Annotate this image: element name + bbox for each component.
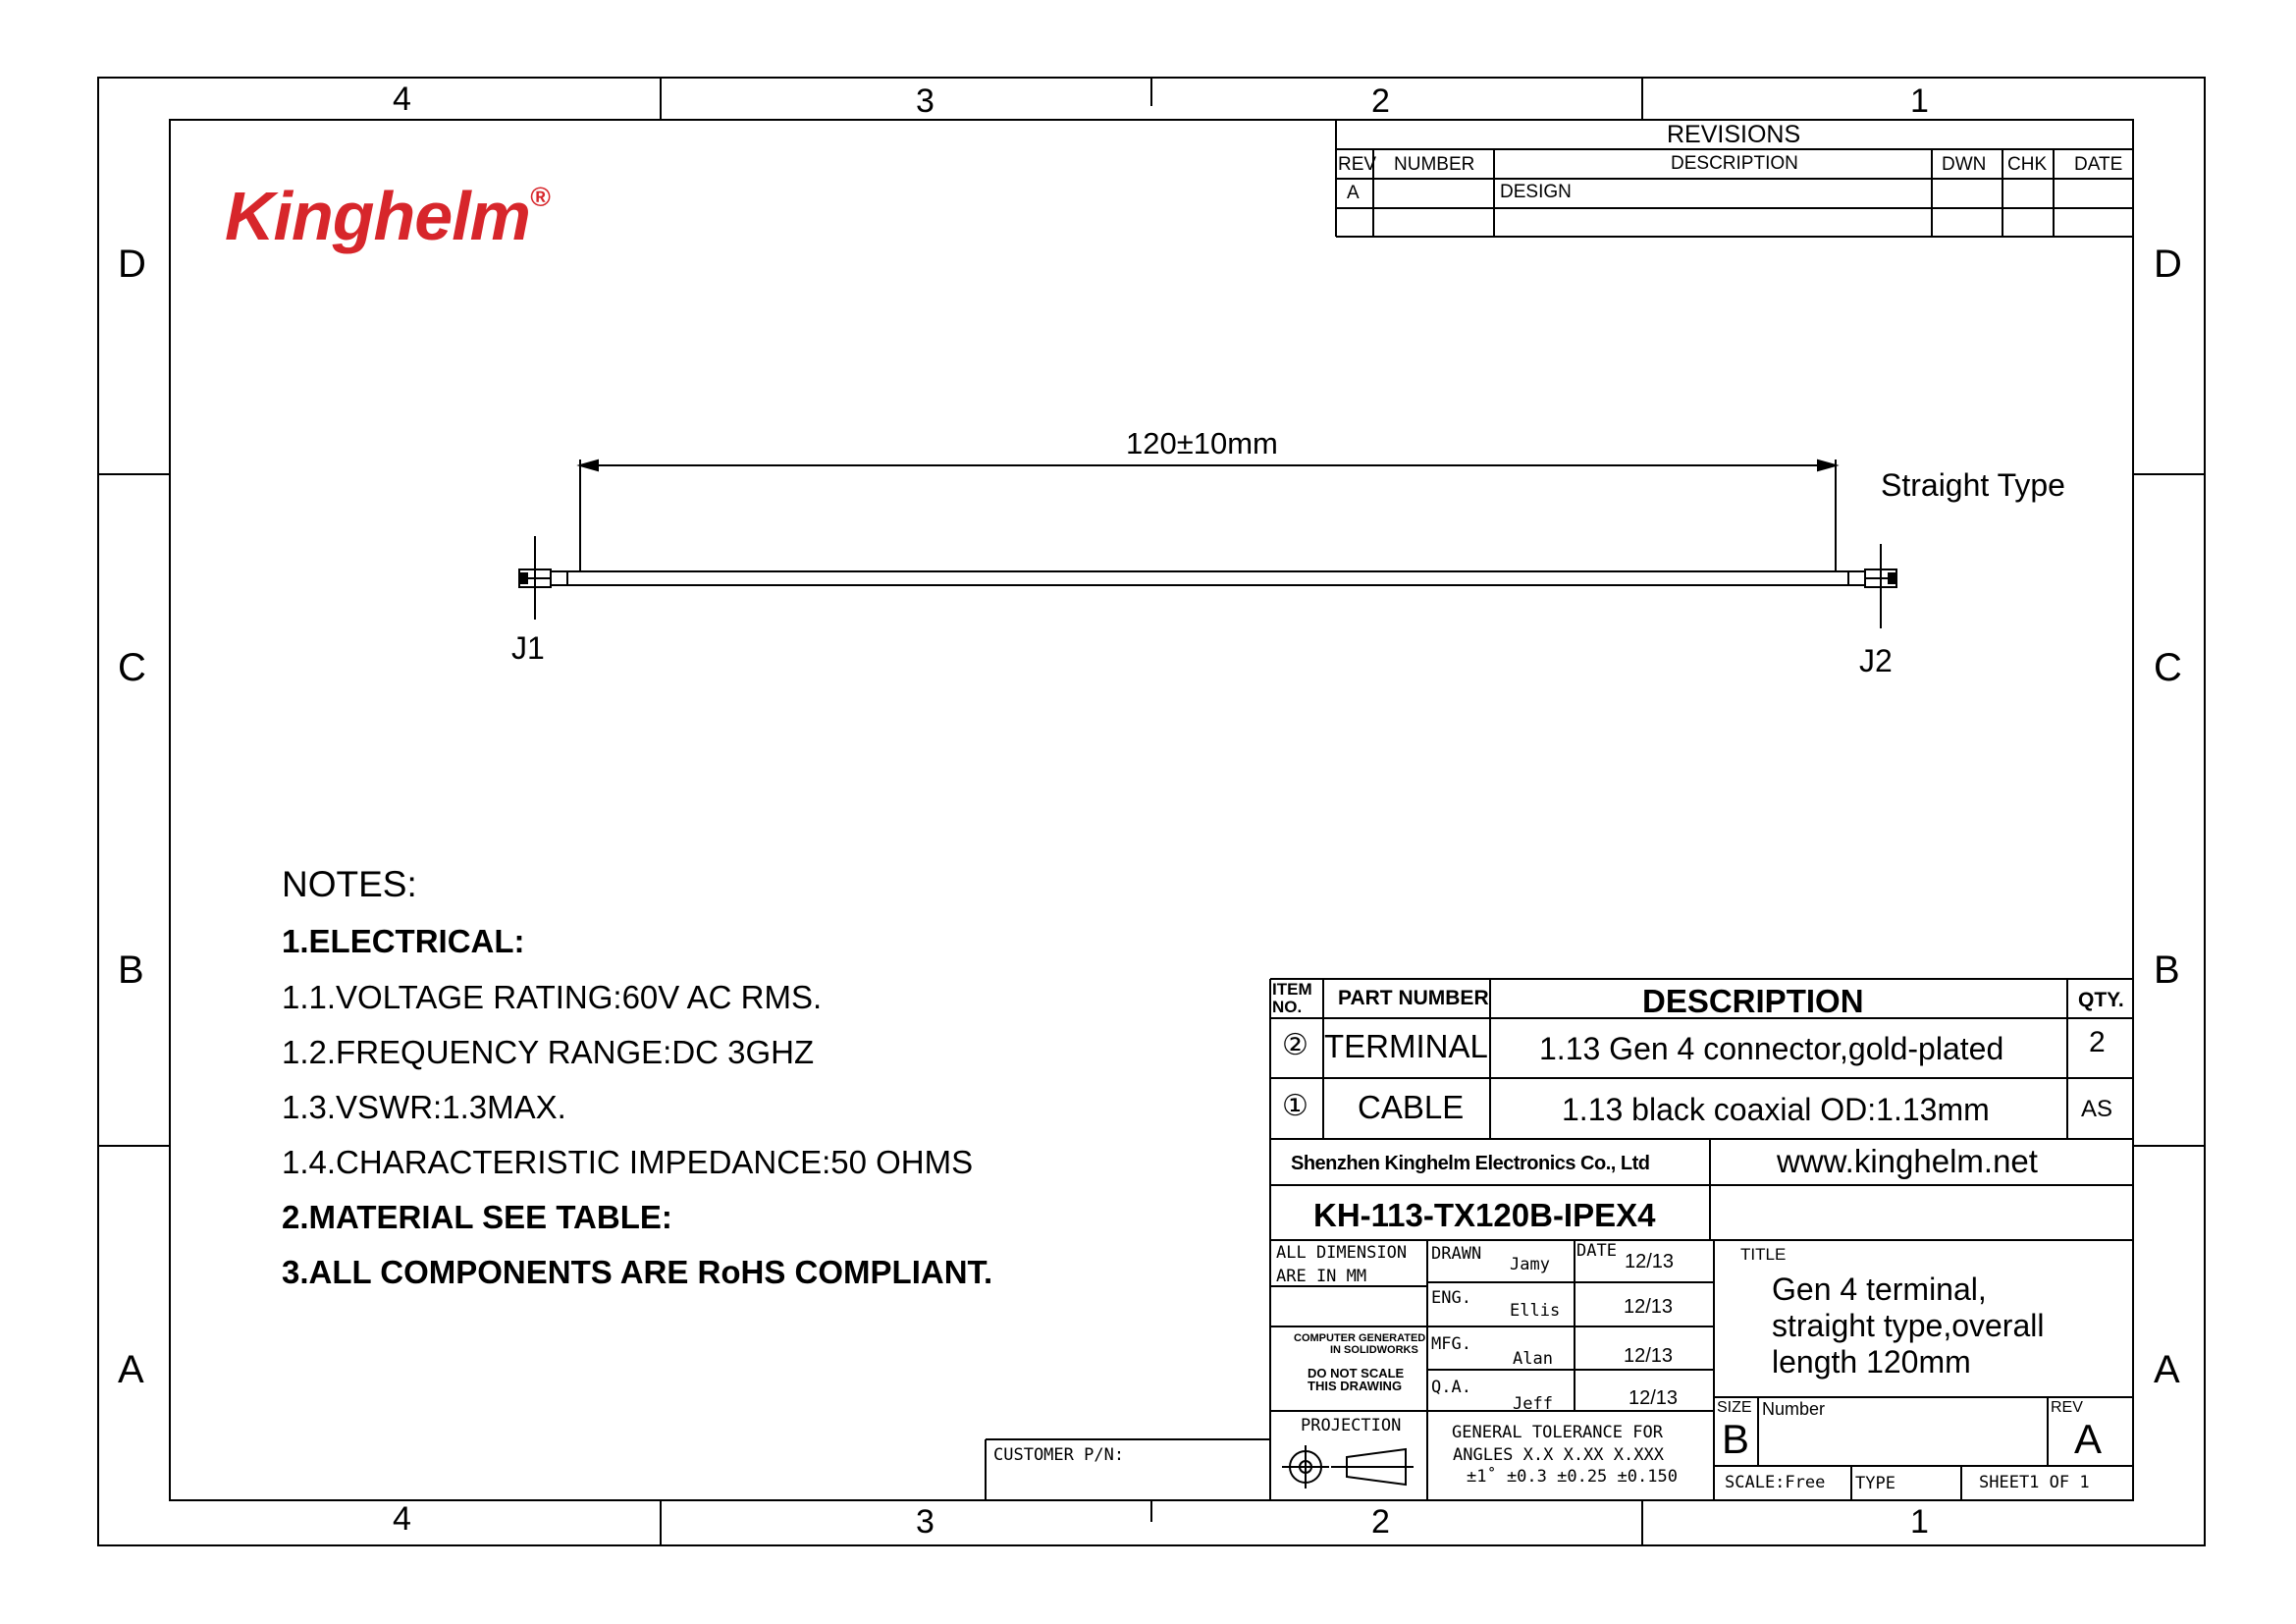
note-material: 2.MATERIAL SEE TABLE: — [282, 1199, 672, 1235]
drawn-date: 12/13 — [1625, 1251, 1675, 1272]
tolerance-line1: GENERAL TOLERANCE FOR — [1452, 1423, 1663, 1442]
do-not-scale-line1: DO NOT SCALE — [1308, 1366, 1405, 1380]
logo-text: Kinghelm — [225, 178, 530, 254]
bom-row-terminal-part: TERMINAL — [1324, 1028, 1488, 1064]
registered-mark: ® — [529, 182, 550, 212]
rev-header-date: DATE — [2074, 154, 2123, 175]
zone-col-2-bottom: 2 — [1371, 1503, 1390, 1541]
drawn-label: DRAWN — [1431, 1244, 1482, 1264]
mfg-label: MFG. — [1431, 1334, 1471, 1354]
kinghelm-logo — [225, 178, 550, 254]
computer-generated-line2: IN SOLIDWORKS — [1330, 1344, 1418, 1356]
rev-value: A — [2074, 1416, 2103, 1462]
bom-header-qty: QTY. — [2078, 989, 2124, 1011]
bom-row-terminal-qty: 2 — [2089, 1026, 2106, 1058]
eng-label: ENG. — [1431, 1288, 1471, 1308]
rev-label: REV — [2051, 1399, 2083, 1416]
zone-col-4-bottom: 4 — [393, 1500, 411, 1538]
zone-col-4-top: 4 — [393, 81, 411, 118]
zone-row-b-left: B — [118, 948, 144, 992]
qa-label: Q.A. — [1431, 1378, 1471, 1397]
note-vswr: 1.3.VSWR:1.3MAX. — [282, 1089, 566, 1125]
bom-row-cable-item: ① — [1282, 1090, 1308, 1122]
bom-row-terminal-item: ② — [1282, 1029, 1308, 1061]
bom-row-cable-qty: AS — [2081, 1096, 2113, 1122]
note-voltage: 1.1.VOLTAGE RATING:60V AC RMS. — [282, 979, 823, 1015]
rev-row-a-rev: A — [1347, 183, 1360, 203]
note-rohs: 3.ALL COMPONENTS ARE RoHS COMPLIANT. — [282, 1254, 993, 1290]
mfg-name: Alan — [1513, 1349, 1553, 1369]
size-value: B — [1722, 1416, 1750, 1462]
zone-col-3-top: 3 — [916, 82, 934, 120]
zone-row-d-right: D — [2154, 243, 2182, 286]
drawn-name: Jamy — [1510, 1255, 1550, 1274]
title-label: TITLE — [1740, 1245, 1787, 1264]
computer-generated-line1: COMPUTER GENERATED — [1294, 1332, 1426, 1344]
bom-row-terminal-description: 1.13 Gen 4 connector,gold-plated — [1539, 1031, 2004, 1066]
customer-pn-label: CUSTOMER P/N: — [993, 1445, 1125, 1465]
date-label: DATE — [1576, 1241, 1617, 1261]
length-dimension: 120±10mm — [1126, 426, 1278, 460]
zone-row-a-left: A — [118, 1348, 144, 1391]
bom-header-description: DESCRIPTION — [1642, 983, 1864, 1019]
scale-label: SCALE:Free — [1725, 1473, 1826, 1492]
dimension-note-line2: ARE IN MM — [1276, 1267, 1367, 1286]
size-label: SIZE — [1717, 1399, 1752, 1416]
rev-header-dwn: DWN — [1942, 154, 1987, 175]
title-line-2: straight type,overall — [1772, 1308, 2045, 1343]
drawing-part-number: KH-113-TX120B-IPEX4 — [1313, 1197, 1656, 1233]
zone-row-a-right: A — [2154, 1348, 2180, 1391]
tolerance-line2: ANGLES X.X X.XX X.XXX — [1453, 1445, 1664, 1465]
notes-title: NOTES: — [282, 864, 417, 904]
note-impedance: 1.4.CHARACTERISTIC IMPEDANCE:50 OHMS — [282, 1144, 974, 1180]
type-label: Straight Type — [1881, 467, 2065, 503]
projection-symbol — [1282, 1445, 1414, 1489]
bom-header-item: ITEM — [1272, 980, 1312, 999]
bom-row-cable-description: 1.13 black coaxial OD:1.13mm — [1562, 1092, 1990, 1127]
title-line-1: Gen 4 terminal, — [1772, 1272, 1987, 1307]
rev-header-chk: CHK — [2007, 154, 2048, 175]
cable-drawing — [519, 460, 1896, 628]
eng-name: Ellis — [1510, 1301, 1561, 1321]
rev-row-a-description: DESIGN — [1500, 182, 1572, 202]
tolerance-line3: ±1˚ ±0.3 ±0.25 ±0.150 — [1467, 1467, 1678, 1487]
type-field-label: TYPE — [1855, 1474, 1896, 1493]
zone-col-1-top: 1 — [1910, 82, 1929, 120]
qa-date: 12/13 — [1629, 1387, 1679, 1409]
rev-header-rev: REV — [1338, 154, 1377, 175]
note-frequency: 1.2.FREQUENCY RANGE:DC 3GHZ — [282, 1034, 815, 1070]
zone-row-b-right: B — [2154, 948, 2180, 992]
sheet-label: SHEET1 OF 1 — [1979, 1473, 2090, 1492]
zone-col-1-bottom: 1 — [1910, 1503, 1929, 1541]
rev-header-number: NUMBER — [1394, 154, 1475, 175]
company-website: www.kinghelm.net — [1777, 1143, 2038, 1179]
projection-label: PROJECTION — [1301, 1416, 1402, 1435]
number-label: Number — [1762, 1399, 1826, 1419]
mfg-date: 12/13 — [1624, 1345, 1674, 1367]
note-electrical: 1.ELECTRICAL: — [282, 923, 525, 959]
eng-date: 12/13 — [1624, 1296, 1674, 1318]
bom-header-no: NO. — [1272, 998, 1303, 1016]
zone-row-c-right: C — [2154, 646, 2182, 689]
zone-col-3-bottom: 3 — [916, 1503, 934, 1541]
bom-header-part-number: PART NUMBER — [1338, 987, 1489, 1009]
revisions-title: REVISIONS — [1667, 121, 1801, 148]
j1-label: J1 — [511, 630, 545, 666]
dimension-note-line1: ALL DIMENSION — [1276, 1243, 1408, 1263]
company-name: Shenzhen Kinghelm Electronics Co., Ltd — [1291, 1153, 1650, 1174]
do-not-scale-line2: THIS DRAWING — [1308, 1379, 1403, 1393]
zone-row-c-left: C — [118, 646, 146, 689]
qa-name: Jeff — [1513, 1394, 1553, 1414]
title-line-3: length 120mm — [1772, 1344, 1971, 1380]
zone-col-2-top: 2 — [1371, 82, 1390, 120]
j2-label: J2 — [1859, 643, 1893, 678]
zone-row-d-left: D — [118, 243, 146, 286]
rev-header-description: DESCRIPTION — [1671, 153, 1798, 174]
bom-row-cable-part: CABLE — [1358, 1089, 1465, 1125]
